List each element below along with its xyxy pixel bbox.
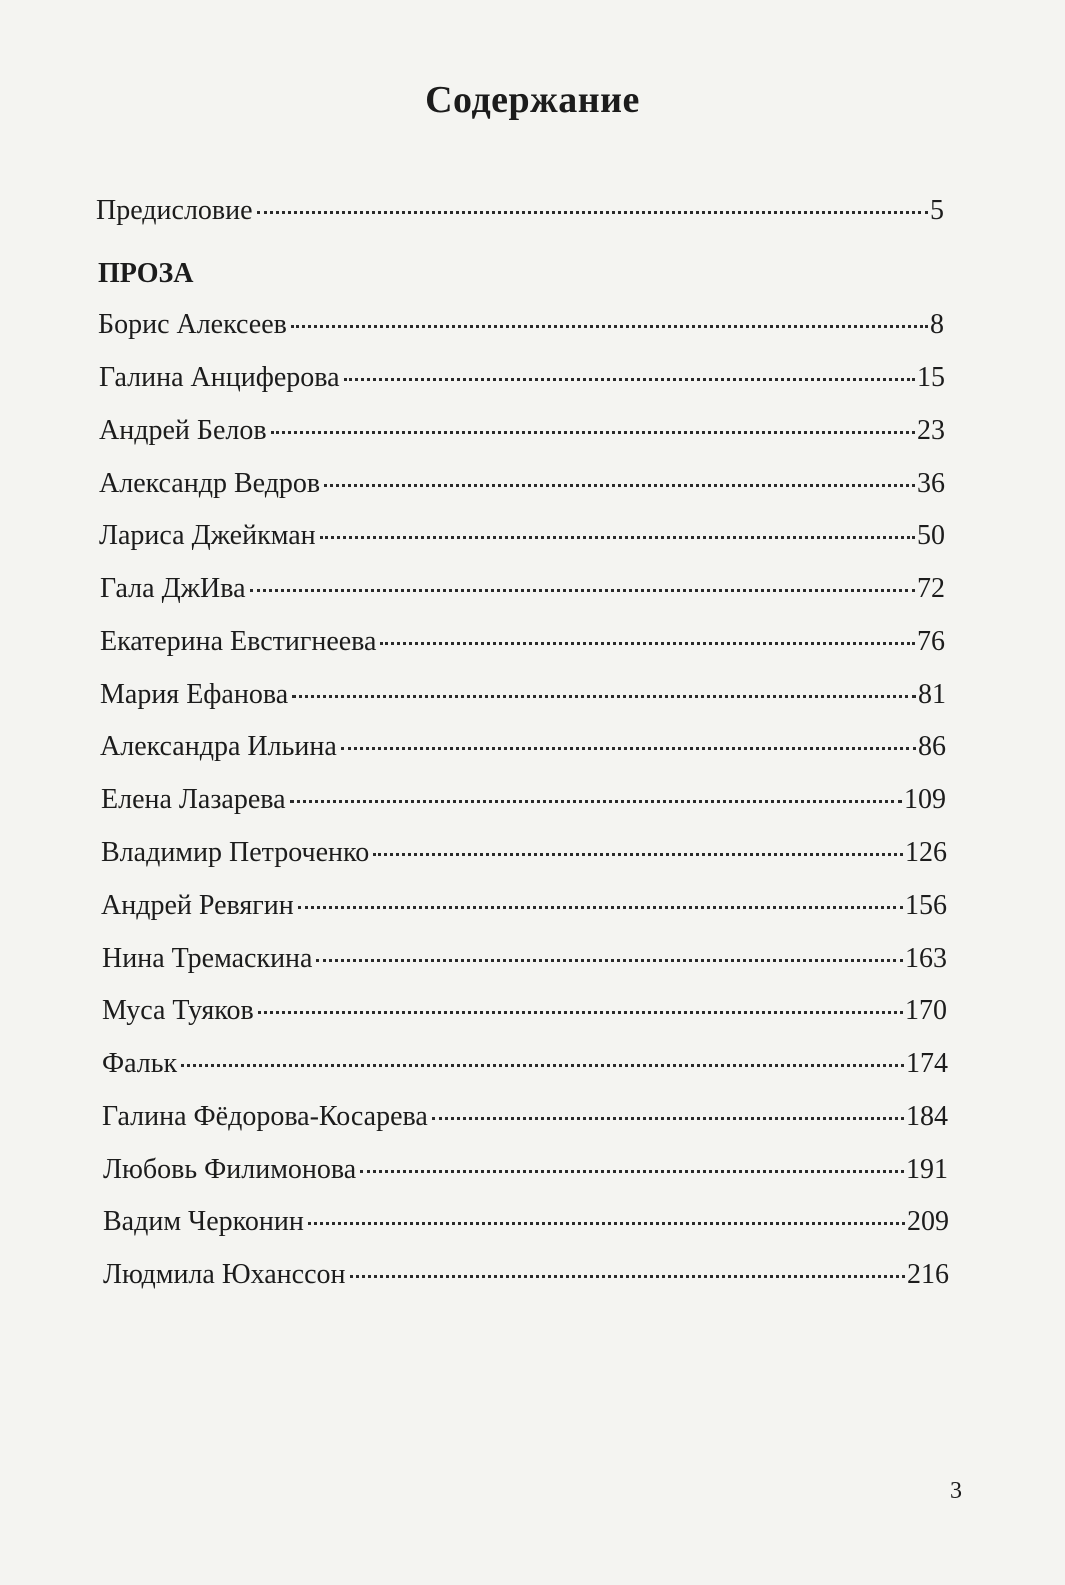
section-heading: ПРОЗА — [98, 258, 194, 289]
toc-entry — [103, 1154, 948, 1186]
toc-entry-author: Александр Ведров — [99, 468, 321, 499]
toc-page-number: 216 — [907, 1259, 949, 1290]
toc-entry — [102, 1101, 948, 1133]
toc-entry-author: Екатерина Евстигнеева — [100, 626, 377, 657]
dot-leader — [344, 378, 915, 381]
toc-entry-author: Елена Лазарева — [101, 784, 286, 815]
toc-entry — [100, 679, 946, 711]
toc-page-number: 86 — [918, 731, 946, 762]
dot-leader — [350, 1275, 906, 1278]
toc-entry — [98, 309, 944, 341]
dot-leader — [324, 484, 915, 487]
toc-entry — [102, 943, 947, 975]
toc-entry — [102, 995, 947, 1027]
toc-entry-author: Галина Анциферова — [99, 362, 340, 393]
toc-entry-preface — [96, 195, 944, 227]
toc-page-number: 50 — [917, 520, 945, 551]
toc-entry-author: Фальк — [102, 1048, 178, 1079]
dot-leader — [308, 1222, 905, 1225]
toc-entry-author: Андрей Белов — [99, 415, 267, 446]
toc-entry — [101, 890, 947, 922]
toc-entry — [99, 415, 945, 447]
toc-entry — [100, 731, 946, 763]
toc-entry-author: Борис Алексеев — [98, 309, 287, 340]
toc-entry — [99, 468, 945, 500]
dot-leader — [380, 642, 915, 645]
toc-entry-author: Мария Ефанова — [100, 679, 289, 710]
dot-leader — [250, 589, 915, 592]
toc-entry — [103, 1206, 949, 1238]
toc-entry — [101, 784, 946, 816]
toc-entry — [103, 1259, 949, 1291]
toc-page-number: 163 — [905, 943, 947, 974]
toc-page-number: 170 — [905, 995, 947, 1026]
page-number-footer: 3 — [950, 1478, 962, 1504]
toc-page-number: 156 — [905, 890, 947, 921]
toc-entry — [100, 626, 945, 658]
toc-page-number: 76 — [917, 626, 945, 657]
toc-page-number: 209 — [907, 1206, 949, 1237]
toc-page-number: 8 — [930, 309, 944, 340]
toc-entry — [99, 362, 945, 394]
dot-leader — [320, 536, 915, 539]
toc-entry — [101, 837, 947, 869]
toc-page-number: 72 — [917, 573, 945, 604]
toc-page-number: 23 — [917, 415, 945, 446]
toc-entry-author: Вадим Черконин — [103, 1206, 304, 1237]
toc-page-number: 109 — [904, 784, 946, 815]
toc-entry-author: Владимир Петроченко — [101, 837, 370, 868]
toc-entry-author: Людмила Юханссон — [103, 1259, 346, 1290]
page-title: Содержание — [425, 79, 640, 121]
toc-entry-author: Любовь Филимонова — [103, 1154, 357, 1185]
toc-entry — [100, 573, 945, 605]
dot-leader — [341, 747, 916, 750]
toc-page-number: 184 — [906, 1101, 948, 1132]
toc-entry-author: Лариса Джейкман — [99, 520, 316, 551]
dot-leader — [298, 906, 903, 909]
dot-leader — [373, 853, 903, 856]
dot-leader — [257, 211, 928, 214]
dot-leader — [316, 959, 903, 962]
dot-leader — [258, 1011, 903, 1014]
toc-page-number: 191 — [906, 1154, 948, 1185]
toc-page-number: 126 — [905, 837, 947, 868]
toc-page-number: 174 — [906, 1048, 948, 1079]
toc-entry — [102, 1048, 948, 1080]
dot-leader — [290, 800, 902, 803]
toc-page-number: 81 — [918, 679, 946, 710]
toc-entry-author: Андрей Ревягин — [101, 890, 294, 921]
toc-entry-author: Александра Ильина — [100, 731, 337, 762]
dot-leader — [181, 1064, 904, 1067]
toc-page-number: 36 — [917, 468, 945, 499]
toc-entry-label: Предисловие — [96, 195, 253, 226]
dot-leader — [271, 431, 915, 434]
toc-entry-author: Галина Фёдорова-Косарева — [102, 1101, 428, 1132]
toc-entry-author: Нина Тремаскина — [102, 943, 313, 974]
toc-entry — [99, 520, 945, 552]
toc-page-number: 5 — [930, 195, 944, 226]
toc-entry-author: Муса Туяков — [102, 995, 254, 1026]
dot-leader — [360, 1170, 904, 1173]
dot-leader — [291, 325, 928, 328]
dot-leader — [292, 695, 916, 698]
toc-page-number: 15 — [917, 362, 945, 393]
toc-entry-author: Гала ДжИва — [100, 573, 246, 604]
dot-leader — [432, 1117, 904, 1120]
